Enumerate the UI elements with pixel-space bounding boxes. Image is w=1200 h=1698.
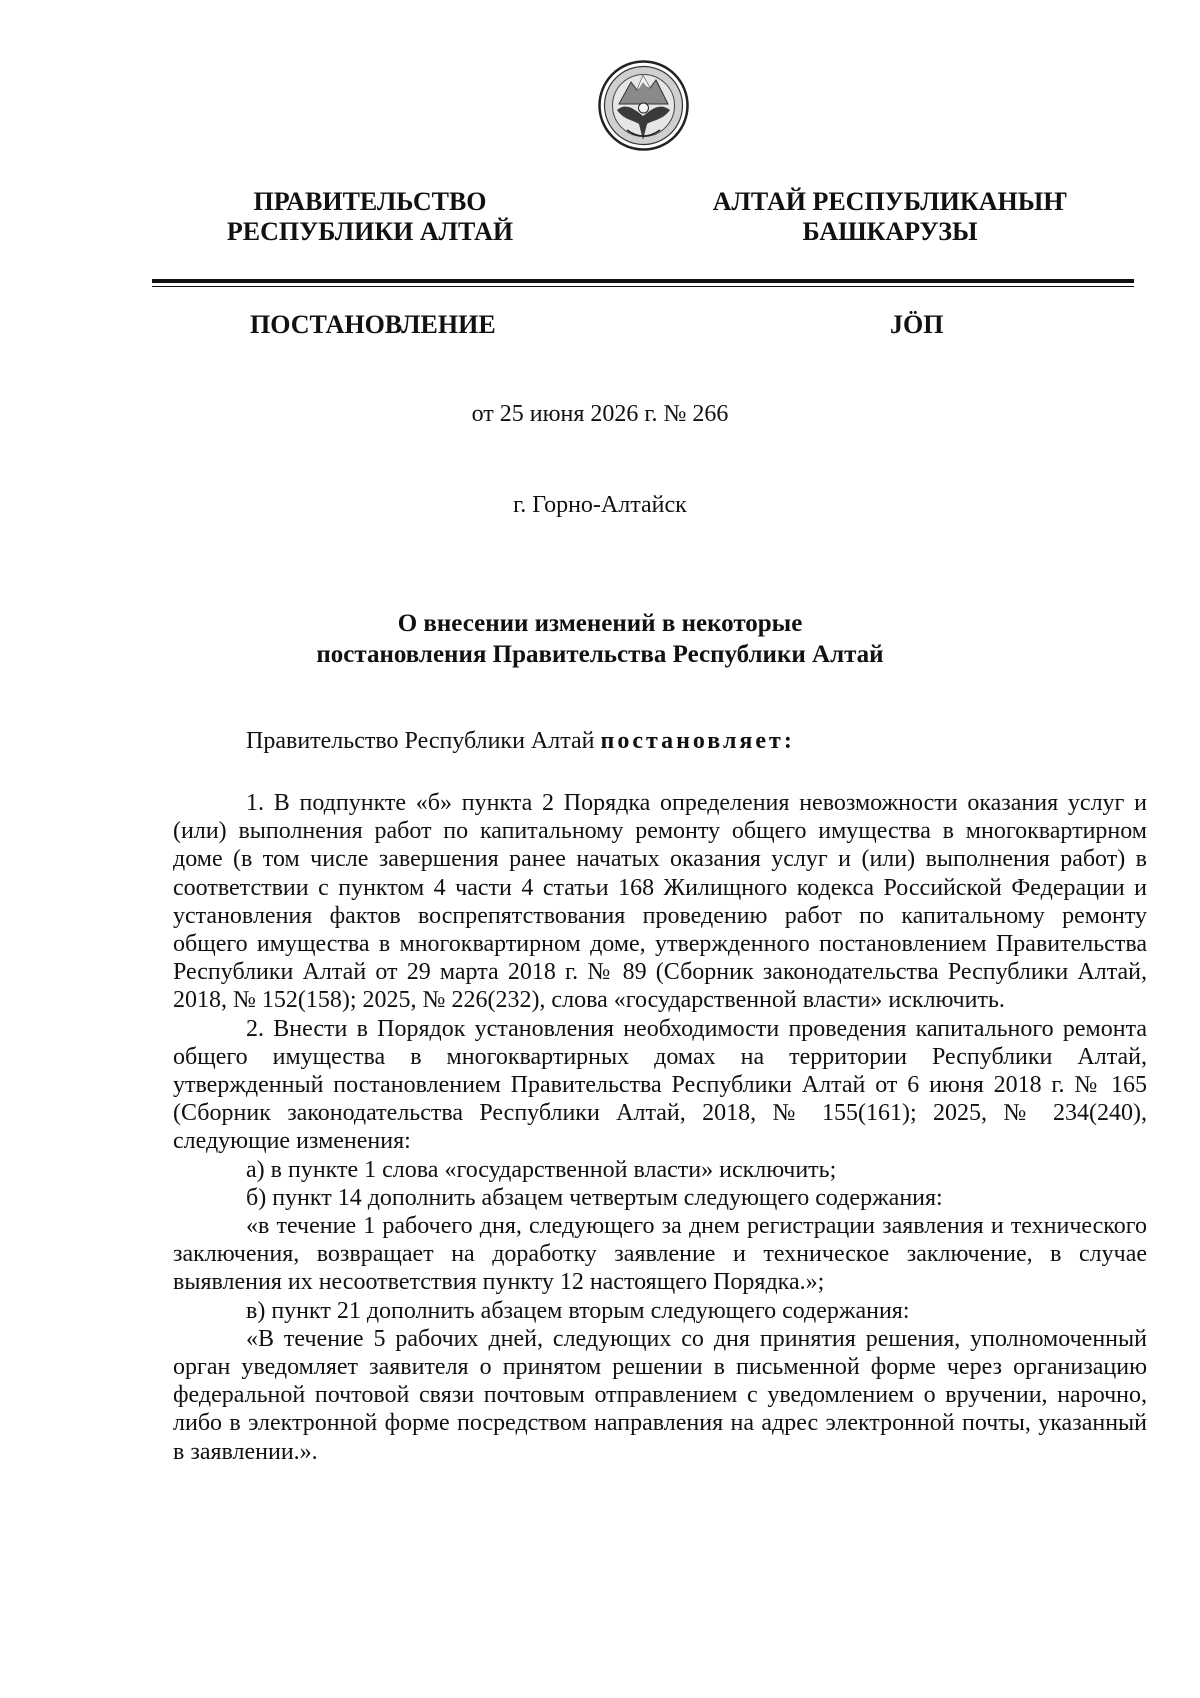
preamble-emphasis: постановляет: bbox=[600, 728, 795, 754]
document-title-line2: постановления Правительства Республики Алтай bbox=[316, 641, 884, 668]
government-name-alt-line1: АЛТАЙ РЕСПУБЛИКАНЫҤ bbox=[712, 187, 1068, 216]
header-divider-thin bbox=[152, 286, 1134, 287]
coat-of-arms-icon bbox=[597, 58, 690, 153]
preamble bbox=[246, 726, 795, 756]
paragraph-subitem-b: б) пункт 14 дополнить абзацем четвертым следующего содержания: bbox=[246, 1184, 943, 1211]
document-date-number: от 25 июня 2026 г. № 266 bbox=[471, 401, 729, 427]
preamble-text: Правительство Республики Алтай bbox=[246, 728, 601, 754]
document-body bbox=[173, 789, 1147, 1466]
coat-of-arms-emblem bbox=[597, 58, 690, 153]
doc-type-alt: ЈӦП bbox=[890, 310, 944, 339]
paragraph-item-2: 2. Внести в Порядок установления необходимости проведения капитального ремонта общего имущества в многоквартирных домах на территории Республики Алтай, утвержденный постановлением Правительства Республики Алтай от 6 июня 2018 г. № 165 (Сборник законодательства Республики Алтай, 2018, № 155(161); 2025, № 234(240), следующие изменения: bbox=[173, 1015, 1147, 1155]
paragraph-item-1: 1. В подпункте «б» пункта 2 Порядка определения невозможности оказания услуг и (или) выполнения работ по капитальному ремонту общего имущества в многоквартирном доме (в том числе завершения ранее начатых оказания услуг и (или) выполнения работ) в соответствии с пунктом 4 части 4 статьи 168 Жилищного кодекса Российской Федерации и установления фактов воспрепятствования проведению работ по капитальному ремонту общего имущества в многоквартирном доме, утвержденного постановлением Правительства Республики Алтай от 29 марта 2018 г. № 89 (Сборник законодательства Республики Алтай, 2018, № 152(158); 2025, № 226(232), слова «государственной власти» исключить. bbox=[173, 790, 1147, 1014]
document-city: г. Горно-Алтайск bbox=[513, 492, 687, 518]
document-title bbox=[0, 608, 1200, 670]
header-divider-thick bbox=[152, 279, 1134, 283]
paragraph-subitem-a: а) в пункте 1 слова «государственной власти» исключить; bbox=[246, 1156, 837, 1183]
paragraph-quote-c: «В течение 5 рабочих дней, следующих со дня принятия решения, уполномоченный орган уведомляет заявителя о принятом решении в письменной форме через организацию федеральной почтовой связи почтовым отправлением с уведомлением о вручении, нарочно, либо в электронной форме посредством направления на адрес электронной почты, указанный в заявлении.». bbox=[173, 1325, 1147, 1465]
government-name-ru-line1: ПРАВИТЕЛЬСТВО bbox=[253, 187, 487, 216]
paragraph-subitem-c: в) пункт 21 дополнить абзацем вторым следующего содержания: bbox=[246, 1297, 910, 1324]
doc-type-ru: ПОСТАНОВЛЕНИЕ bbox=[250, 310, 496, 339]
government-name-ru bbox=[170, 187, 570, 247]
government-name-ru-line2: РЕСПУБЛИКИ АЛТАЙ bbox=[226, 217, 514, 246]
paragraph-quote-b: «в течение 1 рабочего дня, следующего за днем регистрации заявления и технического заключения, возвращает на доработку заявление и техническое заключение, в случае выявления их несоответствия пункту 12 настоящего Порядка.»; bbox=[173, 1213, 1147, 1296]
government-name-alt-line2: БАШКАРУЗЫ bbox=[802, 217, 978, 246]
document-title-line1: О внесении изменений в некоторые bbox=[397, 610, 803, 637]
government-name-alt bbox=[690, 187, 1090, 247]
